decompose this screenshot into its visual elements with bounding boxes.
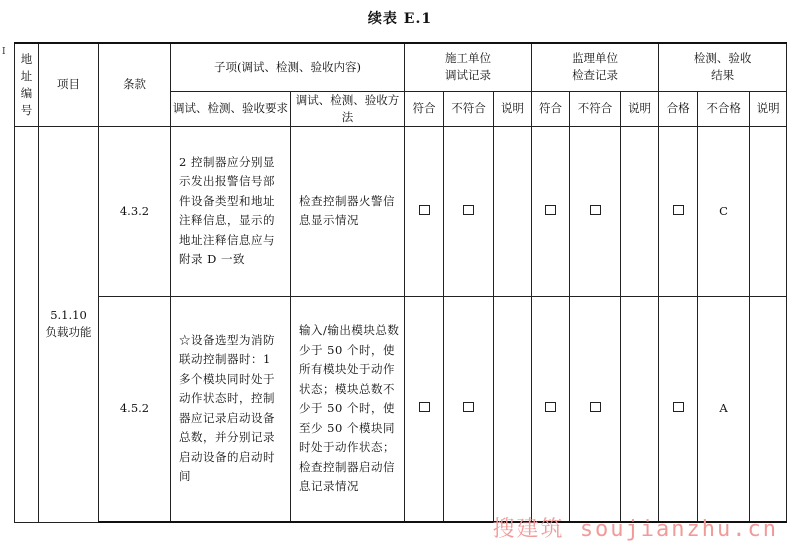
supervision-conform-cell[interactable] (532, 296, 570, 522)
row-method: 检查控制器火警信息显示情况 (291, 126, 405, 296)
inspection-note-cell[interactable] (750, 296, 787, 522)
row-item-name: 5.1.10 负载功能 (39, 126, 99, 522)
supervision-nonconform-cell[interactable] (570, 126, 621, 296)
header-inspection-qualified: 合格 (659, 91, 698, 126)
supervision-note-cell[interactable] (621, 126, 659, 296)
row-method: 输入/输出模块总数少于 50 个时，使所有模块处于动作状态；模块总数不少于 50 个时，使至少 50 个模块同时处于动作状态；检查控制器启动信息记录情况 (291, 296, 405, 522)
header-item: 项目 (39, 43, 99, 126)
header-clause: 条款 (99, 43, 171, 126)
site-watermark (493, 512, 778, 543)
supervision-conform-checkbox[interactable] (545, 402, 556, 412)
inspection-qualified-checkbox[interactable] (673, 402, 684, 412)
row-requirement: ☆设备选型为消防联动控制器时：1 多个模块同时处于动作状态时，控制器应记录启动设备总数，并分别记录启动设备的启动时间 (171, 296, 291, 522)
margin-mark: I (2, 47, 6, 57)
header-construction-conform: 符合 (405, 91, 444, 126)
header-supervision (532, 43, 659, 91)
supervision-note-cell[interactable] (621, 296, 659, 522)
row-requirement: 2 控制器应分别显示发出报警信号部件设备类型和地址注释信息，显示的地址注释信息应与附录 D 一致 (171, 126, 291, 296)
header-supervision-line2: 检查记录 (572, 68, 619, 83)
header-subitem: 子项(调试、检测、验收内容) (171, 43, 405, 91)
inspection-grade: C (698, 126, 750, 296)
row-clause: 4.5.2 (99, 296, 171, 522)
supervision-conform-checkbox[interactable] (545, 205, 556, 215)
inspection-qualified-checkbox[interactable] (673, 205, 684, 215)
supervision-conform-cell[interactable] (532, 126, 570, 296)
header-inspection-line1: 检测、验收 (693, 51, 752, 66)
table-row (15, 296, 787, 522)
header-supervision-line1: 监理单位 (572, 51, 619, 66)
row-clause: 4.3.2 (99, 126, 171, 296)
header-inspection (659, 43, 787, 91)
construction-nonconform-cell[interactable] (444, 126, 494, 296)
construction-nonconform-cell[interactable] (444, 296, 494, 522)
row-address-code (15, 126, 39, 522)
supervision-nonconform-checkbox[interactable] (590, 402, 601, 412)
construction-note-cell[interactable] (494, 126, 532, 296)
construction-note-cell[interactable] (494, 296, 532, 522)
supervision-nonconform-checkbox[interactable] (590, 205, 601, 215)
construction-nonconform-checkbox[interactable] (463, 402, 474, 412)
construction-nonconform-checkbox[interactable] (463, 205, 474, 215)
header-inspection-unqualified: 不合格 (698, 91, 750, 126)
construction-conform-cell[interactable] (405, 296, 444, 522)
watermark-cn: 搜建筑 (492, 517, 565, 542)
header-construction-line1: 施工单位 (445, 51, 492, 66)
header-construction (405, 43, 532, 91)
construction-conform-checkbox[interactable] (419, 402, 430, 412)
table-row (15, 126, 787, 296)
header-address-code: 地址编号 (15, 43, 39, 126)
inspection-grade: A (698, 296, 750, 522)
header-inspection-note: 说明 (750, 91, 787, 126)
watermark-url: soujianzhu.cn (579, 517, 778, 542)
header-construction-note: 说明 (494, 91, 532, 126)
inspection-qualified-cell[interactable] (659, 126, 698, 296)
construction-conform-checkbox[interactable] (419, 205, 430, 215)
table-title: 续表 E.1 (367, 11, 433, 27)
header-construction-nonconform: 不符合 (444, 91, 494, 126)
inspection-qualified-cell[interactable] (659, 296, 698, 522)
header-supervision-note: 说明 (621, 91, 659, 126)
inspection-table (14, 42, 787, 523)
inspection-note-cell[interactable] (750, 126, 787, 296)
header-supervision-conform: 符合 (532, 91, 570, 126)
header-inspection-line2: 结果 (711, 68, 735, 83)
header-supervision-nonconform: 不符合 (570, 91, 621, 126)
header-construction-line2: 调试记录 (445, 68, 492, 83)
supervision-nonconform-cell[interactable] (570, 296, 621, 522)
header-subitem-method: 调试、检测、验收方法 (291, 91, 405, 126)
header-subitem-req: 调试、检测、验收要求 (171, 91, 291, 126)
construction-conform-cell[interactable] (405, 126, 444, 296)
